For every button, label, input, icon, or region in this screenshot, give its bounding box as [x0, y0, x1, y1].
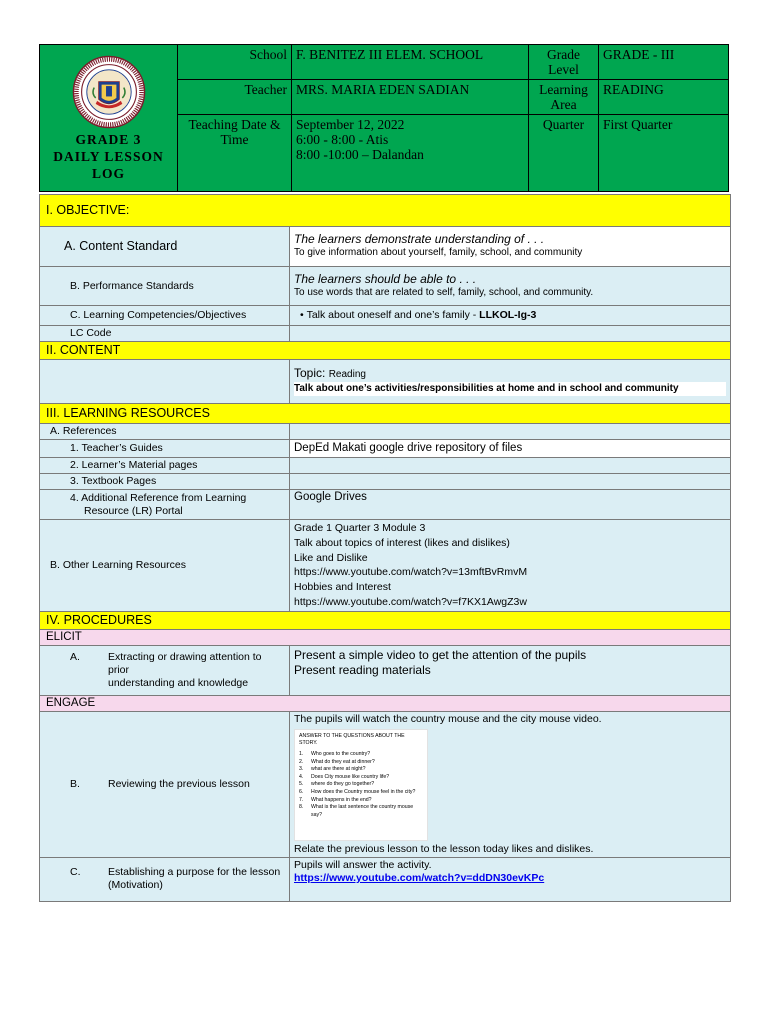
teacher-value: MRS. MARIA EDEN SADIAN — [292, 80, 529, 115]
competencies-code: LLKOL-Ig-3 — [479, 309, 537, 321]
quiz-question-number: 2. — [299, 758, 304, 765]
performance-text: To use words that are related to self, family, school, and community. — [294, 286, 594, 298]
quiz-question — [299, 789, 423, 797]
textbook-label: 3. Textbook Pages — [40, 474, 290, 490]
teachers-guides-label: 1. Teacher’s Guides — [40, 440, 290, 458]
content-heading: II. CONTENT — [40, 342, 731, 360]
bullet-icon: • — [300, 309, 307, 321]
engage-b-value-bottom: Relate the previous lesson to the lesson today likes and dislikes. — [294, 842, 594, 855]
quiz-question-number: 5. — [299, 781, 304, 788]
engage-c-text: Establishing a purpose for the lesson (Motivation) — [108, 866, 281, 892]
quiz-question — [299, 774, 423, 782]
grade-title-line3: LOG — [91, 166, 125, 181]
resources-heading: III. LEARNING RESOURCES — [40, 404, 731, 424]
other-line-5: Hobbies and Interest — [294, 581, 391, 594]
teacher-label: Teacher — [178, 80, 292, 115]
other-line-2: Talk about topics of interest (likes and dislikes) — [294, 536, 510, 549]
performance-value — [290, 267, 731, 306]
engage-b-label — [40, 711, 290, 857]
logo-cell — [40, 45, 178, 192]
quiz-question — [299, 766, 423, 774]
quiz-question-text: what are there at night? — [311, 766, 366, 773]
engage-b-value — [290, 711, 731, 857]
references-value — [290, 424, 731, 440]
quiz-question-number: 7. — [299, 796, 304, 803]
learning-area-value: READING — [599, 80, 729, 115]
quiz-question-text: How does the Country mouse feel in the city? — [311, 788, 416, 795]
topic-label: Topic: — [294, 366, 329, 380]
elicit-a-value-line2: Present reading materials — [294, 662, 431, 677]
quarter-label: Quarter — [529, 115, 599, 192]
elicit-a-text: Extracting or drawing attention to prior understanding and knowledge — [108, 650, 262, 689]
performance-lead: The learners should be able to . . . — [294, 271, 477, 286]
lc-code-value — [290, 326, 731, 342]
motivation-video-link[interactable]: https://www.youtube.com/watch?v=ddDN30evKPc — [294, 871, 545, 884]
engage-b-value-top: The pupils will watch the country mouse and the city mouse video. — [294, 712, 602, 725]
grade-title-line1: GRADE 3 — [75, 132, 142, 147]
school-value: F. BENITEZ III ELEM. SCHOOL — [292, 45, 529, 80]
school-label: School — [178, 45, 292, 80]
quarter-value: First Quarter — [599, 115, 729, 192]
grade-level-value: GRADE - III — [599, 45, 729, 80]
other-line-3: Like and Dislike — [294, 551, 368, 564]
references-label: A. References — [40, 424, 290, 440]
objective-heading: I. OBJECTIVE: — [40, 195, 731, 227]
performance-label: B. Performance Standards — [40, 267, 290, 306]
story-questions-image — [294, 729, 428, 841]
grade-level-label: Grade Level — [529, 45, 599, 80]
quiz-question-text: Does City mouse like country life? — [311, 773, 390, 780]
quiz-question — [299, 804, 423, 819]
quiz-question-text: What do they eat at dinner? — [311, 758, 375, 765]
elicit-heading: ELICIT — [40, 629, 731, 645]
lc-code-label: LC Code — [40, 326, 290, 342]
quiz-question-list — [299, 751, 423, 819]
quiz-question-number: 8. — [299, 804, 304, 811]
additional-label-line1: 4. Additional Reference from Learning — [70, 491, 247, 504]
other-line-1: Grade 1 Quarter 3 Module 3 — [294, 522, 426, 534]
engage-c-value — [290, 857, 731, 901]
quiz-question-text: where do they go together? — [311, 781, 375, 788]
content-standard-value — [290, 227, 731, 267]
teaching-time-1: 6:00 - 8:00 - Atis — [296, 132, 389, 147]
other-link-2[interactable]: https://www.youtube.com/watch?v=f7KX1AwgZ3w — [294, 595, 527, 608]
quiz-question — [299, 751, 423, 759]
engage-c-value-line1: Pupils will answer the activity. — [294, 858, 432, 871]
competencies-value — [290, 306, 731, 326]
competencies-label: C. Learning Competencies/Objectives — [40, 306, 290, 326]
quiz-title: ANSWER TO THE QUESTIONS ABOUT THE STORY. — [299, 732, 405, 747]
elicit-a-value-line1: Present a simple video to get the attention of the pupils — [294, 647, 587, 662]
learning-area-label: Learning Area — [529, 80, 599, 115]
content-left-cell — [40, 360, 290, 404]
other-resources-value — [290, 520, 731, 612]
elicit-a-letter: A. — [70, 650, 80, 663]
engage-c-label — [40, 857, 290, 901]
competencies-text: Talk about oneself and one’s family - — [306, 309, 480, 321]
textbook-value — [290, 474, 731, 490]
grade-title-line2: DAILY LESSON — [53, 149, 164, 164]
other-resources-label: B. Other Learning Resources — [40, 520, 290, 612]
quiz-question-text: Who goes to the country? — [311, 750, 371, 757]
content-standard-text: To give information about yourself, family, school, and community — [294, 247, 583, 258]
engage-b-letter: B. — [70, 777, 80, 790]
other-link-1[interactable]: https://www.youtube.com/watch?v=13mftBvRmvM — [294, 566, 528, 579]
learners-material-value — [290, 458, 731, 474]
topic-value: Reading — [328, 369, 366, 380]
content-standard-label: A. Content Standard — [40, 227, 290, 267]
teaching-time-2: 8:00 -10:00 – Dalandan — [296, 147, 424, 162]
teaching-value — [292, 115, 529, 192]
header-table — [39, 44, 729, 192]
teaching-label: Teaching Date & Time — [178, 115, 292, 192]
quiz-question — [299, 759, 423, 767]
engage-heading: ENGAGE — [40, 695, 731, 711]
quiz-question-number: 6. — [299, 788, 304, 795]
teaching-date: September 12, 2022 — [296, 117, 405, 132]
additional-label-line2: Resource (LR) Portal — [84, 504, 183, 517]
engage-c-letter: C. — [70, 866, 81, 879]
quiz-question-text: What is the last sentence the country mouse say? — [311, 804, 414, 818]
elicit-a-value — [290, 645, 731, 695]
quiz-question — [299, 781, 423, 789]
school-seal-icon — [72, 55, 146, 129]
quiz-question — [299, 797, 423, 805]
quiz-question-text: What happens in the end? — [311, 796, 372, 803]
quiz-question-number: 4. — [299, 773, 304, 780]
grade-title — [40, 131, 177, 182]
procedures-heading: IV. PROCEDURES — [40, 611, 731, 629]
teachers-guides-value: DepEd Makati google drive repository of files — [290, 440, 731, 458]
lesson-log-table — [39, 194, 731, 902]
content-standard-lead: The learners demonstrate understanding of . . . — [294, 232, 545, 246]
topic-description: Talk about one’s activities/responsibilities at home and in school and community — [294, 382, 726, 396]
additional-value: Google Drives — [290, 490, 731, 520]
learners-material-label: 2. Learner’s Material pages — [40, 458, 290, 474]
engage-b-text: Reviewing the previous lesson — [108, 777, 250, 790]
quiz-question-number: 1. — [299, 750, 304, 757]
content-topic-cell — [290, 360, 731, 404]
additional-label — [40, 490, 290, 520]
quiz-question-number: 3. — [299, 766, 304, 773]
elicit-a-label — [40, 645, 290, 695]
